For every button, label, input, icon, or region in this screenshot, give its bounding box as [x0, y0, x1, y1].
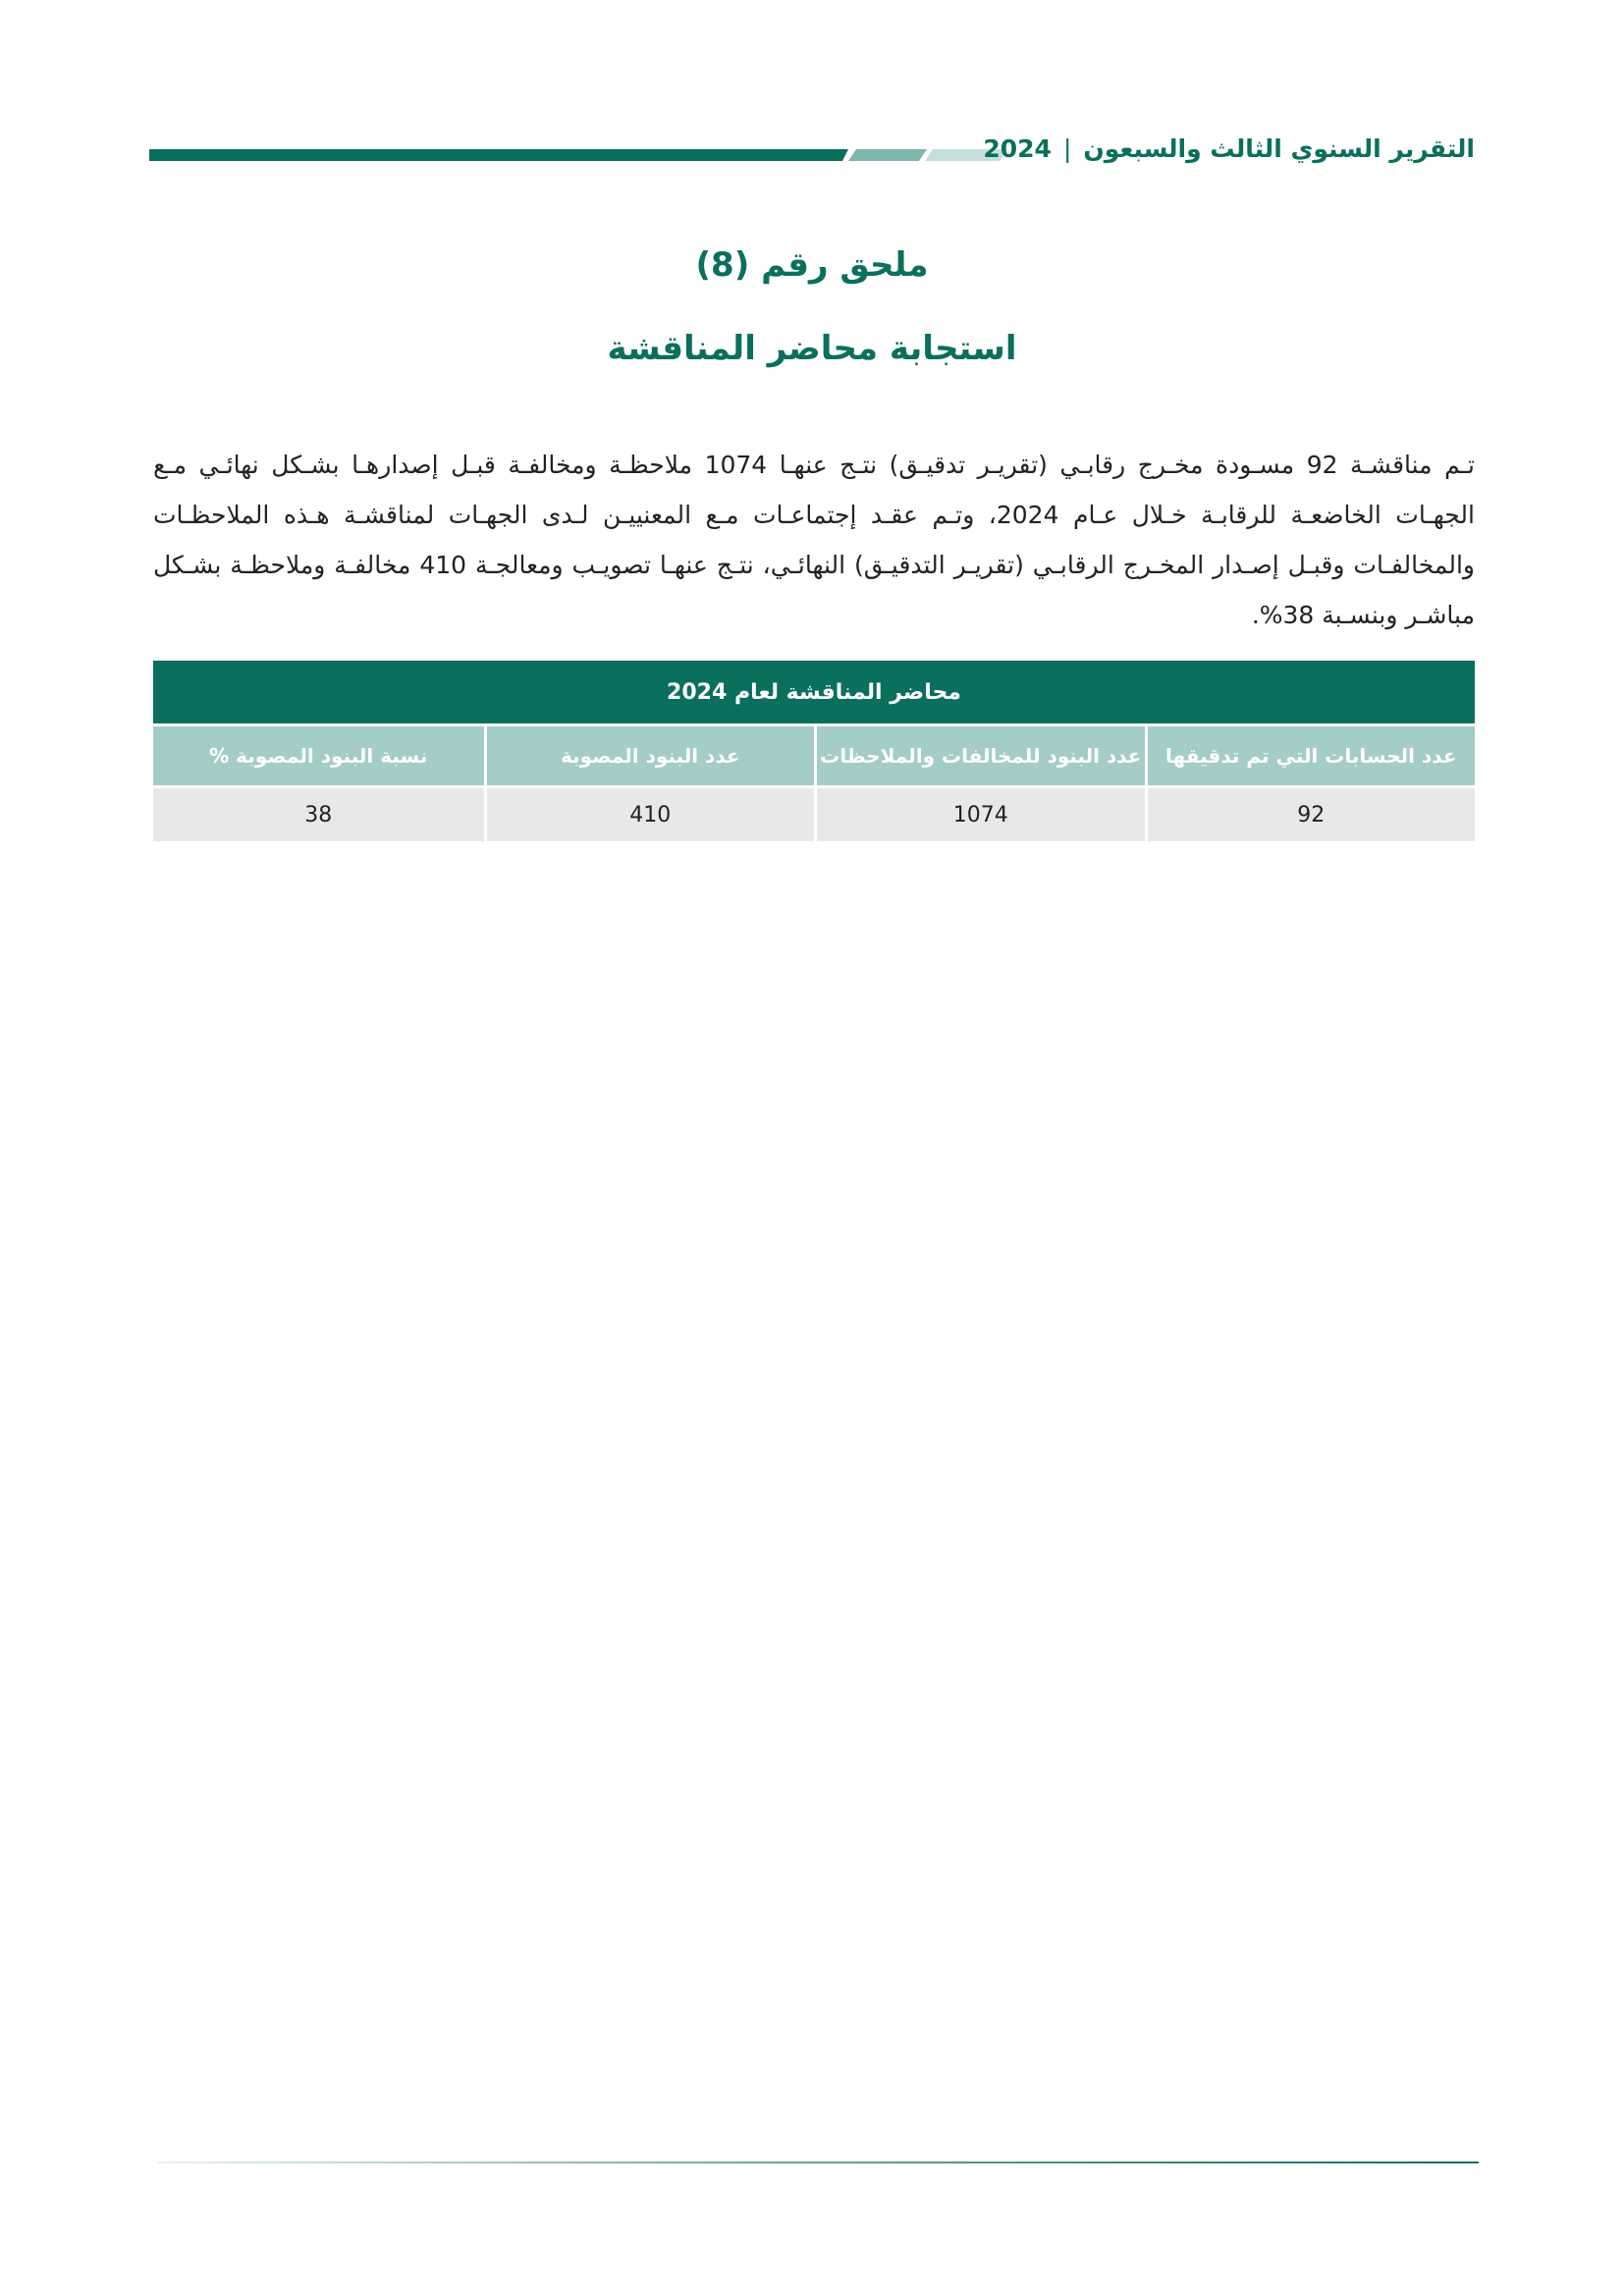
header-separator: |: [1062, 134, 1072, 163]
cell-violation-items: 1074: [814, 785, 1145, 841]
discussion-minutes-table: [153, 661, 1475, 841]
section-title: استجابة محاضر المناقشة: [607, 329, 1017, 368]
footer-divider: [157, 2162, 1479, 2163]
appendix-title: ملحق رقم (8): [695, 245, 929, 285]
intro-paragraph: تـم مناقشـة 92 مسـودة مخـرج رقابـي (تقريـر تدقيـق) نتـج عنهـا 1074 ملاحظـة ومخالفـة قبـل إصدارهـا بشـكل نهائـي مـع الجهـات الخاضعـة للرقابـة خـلال عـام 2024، وتـم عقـد إجتماعـات مـع المعنييـن لـدى الجهـات لمناقشـة هـذه الملاحظـات والمخالفـات وقبـل إصـدار المخـرج الرقابـي (تقريـر التدقيـق) النهائـي، نتـج عنهـا تصويـب ومعالجـة 410 مخالفـة وملاحظـة بشـكل مباشـر وبنسـبة 38%.: [153, 451, 1476, 629]
page-header: [149, 130, 1475, 169]
table-row: [153, 785, 1475, 841]
cell-corrected-items: 410: [484, 785, 815, 841]
table-header-row: [153, 723, 1475, 785]
report-year: 2024: [983, 134, 1052, 163]
cell-corrected-percent: 38: [153, 785, 484, 841]
running-header: [983, 130, 1475, 169]
table-caption: محاضر المناقشة لعام 2024: [153, 661, 1475, 723]
cell-audited-accounts: 92: [1145, 785, 1476, 841]
column-header-audited-accounts: عدد الحسابات التي تم تدقيقها: [1145, 723, 1476, 785]
column-header-corrected-items: عدد البنود المصوبة: [484, 723, 815, 785]
report-title: التقرير السنوي الثالث والسبعون: [1083, 134, 1475, 163]
table-caption-row: [153, 661, 1475, 723]
column-header-corrected-percent: نسبة البنود المصوبة %: [153, 723, 484, 785]
header-decor-bar-dark: [149, 149, 848, 161]
column-header-violation-items: عدد البنود للمخالفات والملاحظات: [814, 723, 1145, 785]
header-decor-bar-mid: [848, 149, 927, 161]
